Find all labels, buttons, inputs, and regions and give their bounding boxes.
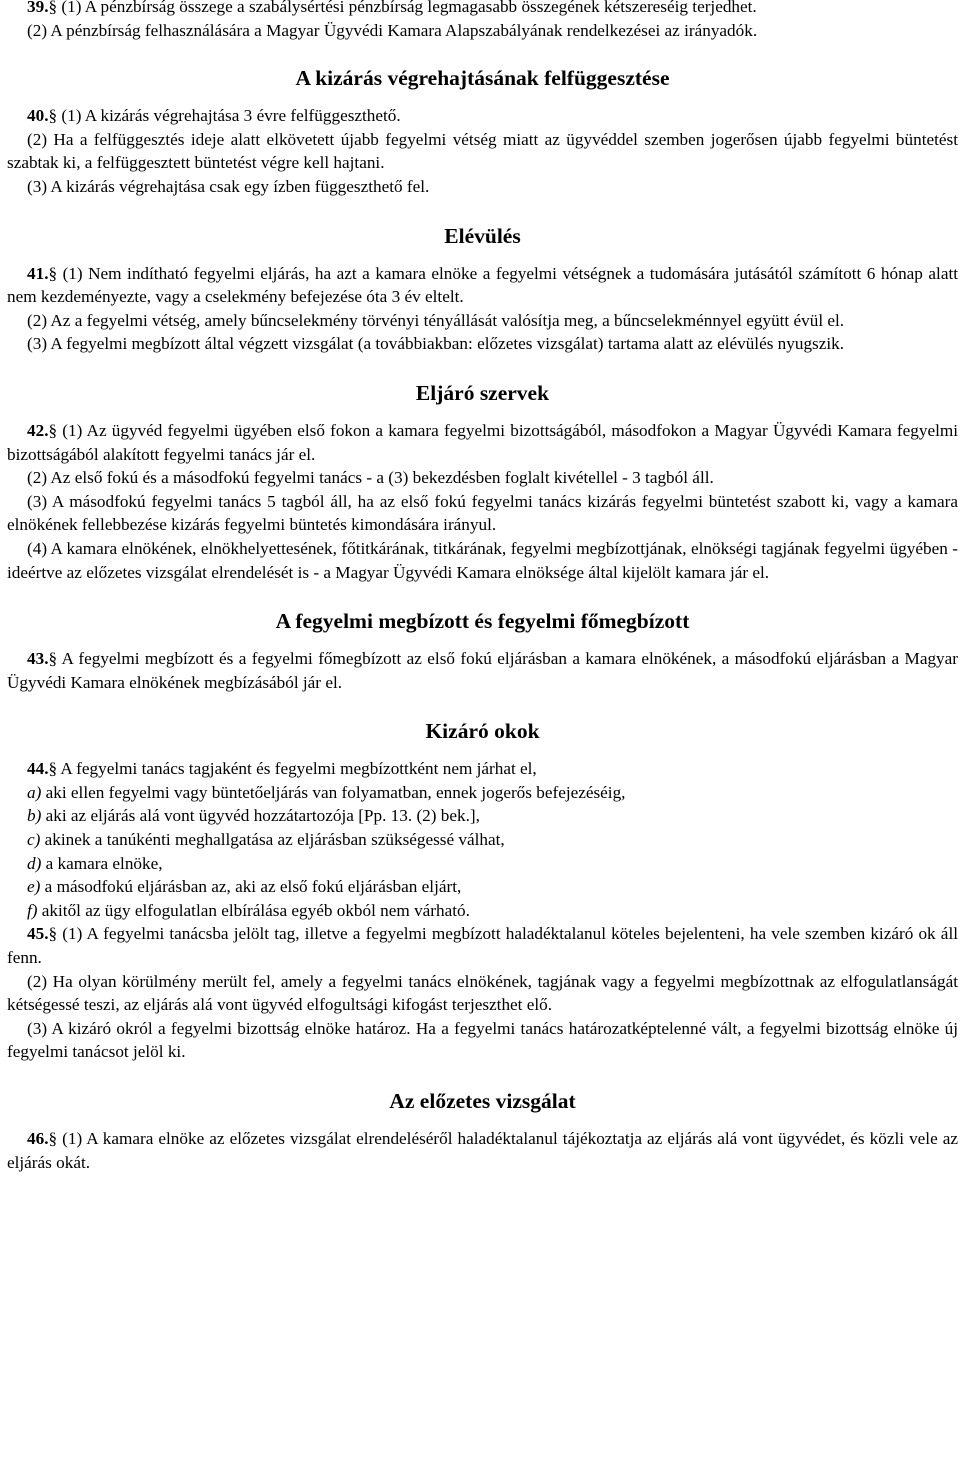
list-item-text: akitől az ügy elfogulatlan elbírálása egyéb okból nem várható. (37, 900, 470, 920)
section-39-p1 (7, 0, 958, 19)
heading-eljaro-szervek: Eljáró szervek (415, 380, 550, 405)
section-number: 43. (27, 649, 49, 669)
list-item (7, 828, 958, 852)
heading-fegyelmi-megbizott: A fegyelmi megbízott és fegyelmi főmegbízott (275, 609, 690, 634)
section-40-p1 (7, 104, 958, 128)
list-item (7, 899, 958, 923)
list-item (7, 804, 958, 828)
list-item-text: aki az eljárás alá vont ügyvéd hozzátartozója [Pp. 13. (2) bek.], (41, 806, 480, 826)
section-42-p4: (4) A kamara elnökének, elnökhelyettesének, főtitkárának, titkárának, fegyelmi megbízottjának, elnökségi tagjának fegyelmi ügyében - ideértve az előzetes vizsgálat elrendelését is - a Magyar Ügyvédi Kamara elnöksége által kijelölt kamara jár el. (7, 538, 958, 582)
section-number: 40. (27, 106, 49, 126)
heading-elevules: Elévülés (444, 223, 521, 248)
section-41-p2: (2) Az a fegyelmi vétség, amely bűncselekmény törvényi tényállását valósítja meg, a bűncselekménnyel együtt évül el. (27, 310, 845, 330)
paragraph-text: (1) A kamara elnöke az előzetes vizsgálat elrendeléséről haladéktalanul tájékoztatja az eljárás alá vont ügyvédet, és közli vele az eljárás okát. (7, 1129, 958, 1172)
section-symbol: § (48, 924, 58, 944)
list-item-label: b) (27, 806, 42, 826)
document-page (7, 0, 958, 1174)
paragraph-text: (1) Az ügyvéd fegyelmi ügyében első fokon a kamara fegyelmi bizottságából, másodfokon a Magyar Ügyvédi Kamara fegyelmi bizottságából alakított fegyelmi tanács jár el. (7, 420, 958, 464)
paragraph-text: A fegyelmi tanács tagjaként és fegyelmi megbízottként nem járhat el, (57, 759, 537, 779)
list-item-text: a kamara elnöke, (41, 853, 163, 873)
section-number: 42. (27, 420, 49, 440)
section-43-p1 (7, 647, 958, 694)
paragraph-text: (1) A fegyelmi tanácsba jelölt tag, illetve a fegyelmi megbízott haladéktalanul köteles bejelenteni, ha vele szemben kizáró ok áll fenn. (7, 924, 958, 968)
section-44-p1 (7, 757, 958, 781)
heading-elozetes-vizsgalat: Az előzetes vizsgálat (389, 1089, 576, 1113)
section-45-p1 (7, 922, 958, 969)
paragraph-text: A fegyelmi megbízott és a fegyelmi főmegbízott az első fokú eljárásban a kamara elnökének, a másodfokú eljárásban a Magyar Ügyvédi Kamara elnökének megbízásából jár el. (7, 649, 958, 692)
section-42-p3: (3) A másodfokú fegyelmi tanács 5 tagból áll, ha az első fokú fegyelmi tanács kizárás fegyelmi büntetést szabott ki, vagy a kamara elnökének fellebbezése kizárás fegyelmi büntetés kimondására irányul. (7, 491, 958, 535)
paragraph-text: (1) Nem indítható fegyelmi eljárás, ha azt a kamara elnöke a fegyelmi vétségnek a tudomására jutásától számított 6 hónap alatt nem kezdeményezte, vagy a cselekmény befejezése óta 3 év eltelt. (7, 263, 958, 307)
list-item-text: akinek a tanúkénti meghallgatása az eljárásban szükségessé válhat, (40, 830, 505, 850)
section-45-p3: (3) A kizáró okról a fegyelmi bizottság elnöke határoz. Ha a fegyelmi tanács határozatképtelenné vált, a fegyelmi bizottság elnöke új fegyelmi tanácsot jelöl ki. (7, 1018, 958, 1062)
list-item (7, 781, 958, 805)
section-40-p3: (3) A kizárás végrehajtása csak egy ízben függeszthető fel. (27, 176, 430, 196)
section-41-p1 (7, 262, 958, 309)
list-item-label: d) (27, 853, 42, 873)
section-39-p2: (2) A pénzbírság felhasználására a Magyar Ügyvédi Kamara Alapszabályának rendelkezései az irányadók. (27, 20, 758, 40)
list-item-text: a másodfokú eljárásban az, aki az első fokú eljárásban eljárt, (40, 877, 462, 897)
section-symbol: § (48, 759, 58, 779)
heading-kizaro-okok: Kizáró okok (425, 719, 540, 744)
heading-felfuggesztes: A kizárás végrehajtásának felfüggesztése (295, 66, 670, 91)
list-item-label: c) (27, 830, 41, 850)
section-number: 45. (27, 924, 49, 944)
section-42-p1 (7, 419, 958, 466)
list-item-label: a) (27, 782, 42, 802)
section-symbol: § (48, 1129, 58, 1148)
list-item (7, 852, 958, 876)
section-symbol: § (48, 263, 58, 283)
list-item (7, 875, 958, 899)
section-45-p2: (2) Ha olyan körülmény merült fel, amely a fegyelmi tanács elnökének, tagjának vagy a fegyelmi megbízottnak az elfogulatlanságát kétségessé teszi, az eljárás alá vont ügyvéd elfogultsági kifogást terjeszthet elő. (7, 971, 958, 1015)
section-symbol: § (48, 649, 58, 669)
section-symbol: § (48, 106, 58, 126)
list-item-label: f) (27, 900, 38, 920)
section-number: 39. (27, 0, 49, 16)
section-number: 44. (27, 759, 49, 779)
section-symbol: § (48, 420, 58, 440)
section-number: 41. (27, 263, 49, 283)
paragraph-text: (1) A kizárás végrehajtása 3 évre felfüggeszthető. (57, 106, 401, 126)
section-41-p3: (3) A fegyelmi megbízott által végzett vizsgálat (a továbbiakban: előzetes vizsgálat) tartama alatt az elévülés nyugszik. (27, 334, 845, 354)
section-42-p2: (2) Az első fokú és a másodfokú fegyelmi tanács - a (3) bekezdésben foglalt kivétellel - 3 tagból áll. (27, 468, 714, 488)
section-40-p2: (2) Ha a felfüggesztés ideje alatt elkövetett újabb fegyelmi vétség miatt az ügyvéddel szemben jogerősen újabb fegyelmi büntetést szabtak ki, a felfüggesztett büntetést végre kell hajtani. (7, 129, 958, 173)
section-46-p1 (7, 1127, 958, 1174)
section-symbol: § (48, 0, 58, 16)
list-item-text: aki ellen fegyelmi vagy büntetőeljárás van folyamatban, ennek jogerős befejezéséig, (41, 782, 626, 802)
list-item-label: e) (27, 877, 41, 897)
paragraph-text: (1) A pénzbírság összege a szabálysértési pénzbírság legmagasabb összegének kétszereséig terjedhet. (57, 0, 757, 16)
section-number: 46. (27, 1129, 49, 1148)
